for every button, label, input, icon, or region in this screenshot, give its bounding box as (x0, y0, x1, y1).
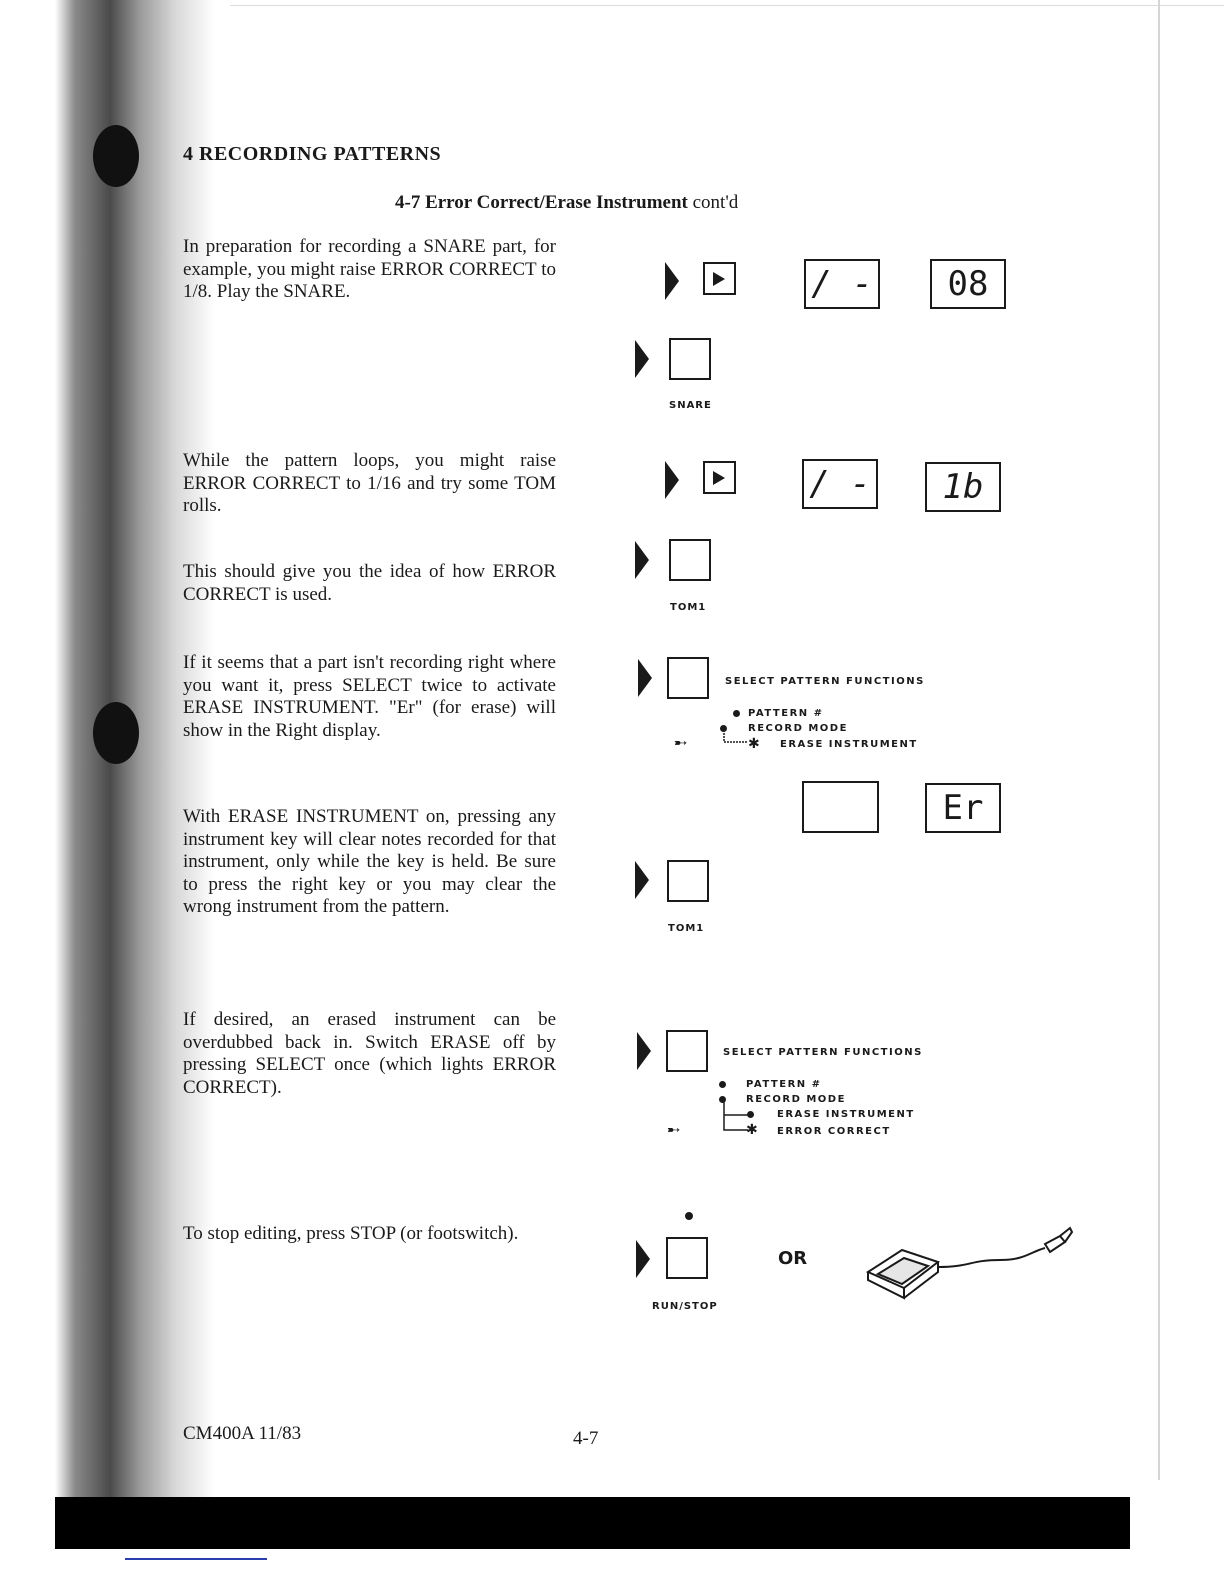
function-pattern: PATTERN # (746, 1079, 822, 1090)
function-error-correct: ERROR CORRECT (777, 1126, 891, 1137)
left-display-2: / - (802, 459, 878, 509)
press-arrow-icon (633, 537, 651, 583)
run-stop-key[interactable] (666, 1237, 708, 1279)
right-display-2: 1b (925, 462, 1001, 512)
paragraph-tom-rolls: While the pattern loops, you might raise ERROR CORRECT to 1/16 and try some TOM rolls. (183, 450, 556, 516)
play-key[interactable] (703, 262, 736, 295)
subtitle-rest: cont'd (687, 192, 739, 213)
pointer-arrow-icon: ➸ (667, 1120, 681, 1139)
press-arrow-icon (633, 336, 651, 382)
left-display-3 (802, 781, 879, 833)
paragraph-overdub: If desired, an erased instrument can be overdubbed back in. Switch ERASE off by pressing SELECT once (which lights ERROR CORRECT). (183, 1009, 556, 1098)
or-label: OR (778, 1248, 808, 1269)
subtitle-bold: 4-7 Error Correct/Erase Instrument (395, 192, 688, 213)
paragraph-stop: To stop editing, press STOP (or footswitch). (183, 1223, 519, 1244)
selected-star-icon: ✱ (748, 736, 760, 752)
snare-key[interactable] (669, 338, 711, 380)
snare-key-label: SNARE (669, 400, 712, 411)
pointer-arrow-icon: ➸ (674, 733, 688, 752)
select-functions-header: SELECT PATTERN FUNCTIONS (723, 1047, 923, 1058)
select-key[interactable] (666, 1030, 708, 1072)
left-display-1: / - (804, 259, 880, 309)
paragraph-erase-activate: If it seems that a part isn't recording right where you want it, press SELECT twice to activate ERASE INSTRUMENT. "Er" (for erase) will show in the Right display. (183, 652, 556, 741)
scan-bottom-bar (55, 1497, 1130, 1549)
section-title: 4 RECORDING PATTERNS (183, 143, 442, 165)
tom1-key-label: TOM1 (670, 602, 707, 613)
press-arrow-icon (636, 655, 654, 701)
tom1-key[interactable] (667, 860, 709, 902)
right-display-3: Er (925, 783, 1001, 833)
function-record-mode: RECORD MODE (746, 1094, 846, 1105)
play-icon (713, 272, 725, 286)
connector-line (722, 730, 750, 746)
play-icon (713, 471, 725, 485)
paragraph-snare: In preparation for recording a SNARE part, for example, you might raise ERROR CORRECT to 1/8. Play the SNARE. (183, 236, 556, 302)
press-arrow-icon (663, 457, 681, 503)
play-key[interactable] (703, 461, 736, 494)
paragraph-erase-on: With ERASE INSTRUMENT on, pressing any instrument key will clear notes recorded for that instrument, only while the key is held. Be sure to press the right key or you may clear the wrong instrument from the pattern. (183, 806, 556, 917)
function-pattern: PATTERN # (748, 708, 824, 719)
indicator-led (719, 1081, 726, 1088)
tom1-key-label: TOM1 (668, 923, 705, 934)
paragraph-idea: This should give you the idea of how ERROR CORRECT is used. (183, 561, 556, 605)
scan-right-edge (1158, 0, 1160, 1480)
scan-blue-line (125, 1558, 267, 1560)
press-arrow-icon (663, 258, 681, 304)
run-stop-led (685, 1212, 693, 1220)
punch-hole-top (93, 125, 139, 187)
press-arrow-icon (634, 1236, 652, 1282)
select-functions-header: SELECT PATTERN FUNCTIONS (725, 676, 925, 687)
function-record-mode: RECORD MODE (748, 723, 848, 734)
selected-star-icon: ✱ (746, 1122, 758, 1138)
function-erase-instrument: ERASE INSTRUMENT (780, 739, 918, 750)
run-stop-key-label: RUN/STOP (652, 1301, 718, 1312)
right-display-1: 08 (930, 259, 1006, 309)
indicator-led (733, 710, 740, 717)
footswitch-icon[interactable] (860, 1222, 1075, 1304)
connector-line (720, 1100, 750, 1134)
function-erase-instrument: ERASE INSTRUMENT (777, 1109, 915, 1120)
select-key[interactable] (667, 657, 709, 699)
subtitle (395, 192, 738, 214)
punch-hole-middle (93, 702, 139, 764)
press-arrow-icon (633, 857, 651, 903)
press-arrow-icon (635, 1028, 653, 1074)
page-number: 4-7 (573, 1428, 599, 1449)
document-id: CM400A 11/83 (183, 1423, 302, 1444)
tom1-key[interactable] (669, 539, 711, 581)
